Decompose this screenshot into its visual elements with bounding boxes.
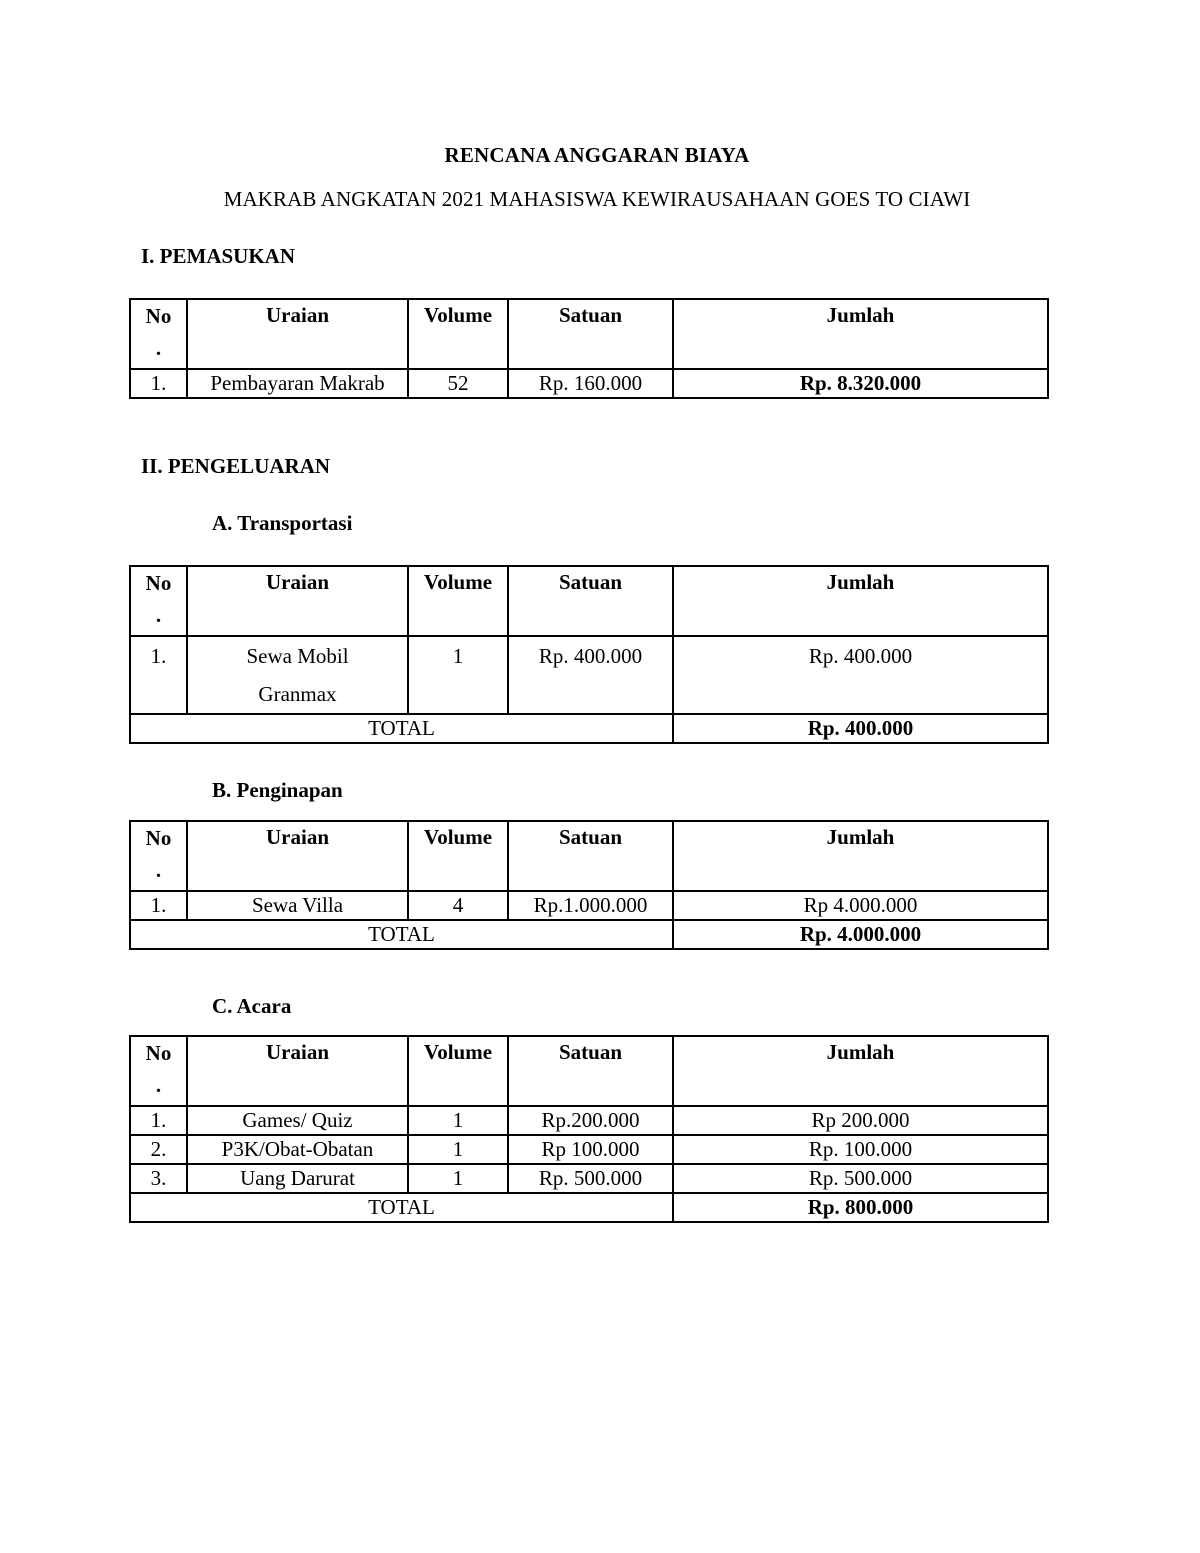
cell-no: 1. xyxy=(130,369,187,398)
table-row xyxy=(130,1164,1048,1193)
column-header-volume: Volume xyxy=(408,1036,508,1106)
column-header-volume: Volume xyxy=(408,299,508,369)
column-header-no: No . xyxy=(130,821,187,891)
column-header-jumlah: Jumlah xyxy=(673,566,1048,636)
column-header-satuan: Satuan xyxy=(508,1036,673,1106)
cell-volume: 52 xyxy=(408,369,508,398)
cell-no: 1. xyxy=(130,891,187,920)
column-header-volume: Volume xyxy=(408,821,508,891)
document-title: RENCANA ANGGARAN BIAYA xyxy=(444,143,750,167)
cell-satuan: Rp.200.000 xyxy=(508,1106,673,1135)
column-header-satuan: Satuan xyxy=(508,566,673,636)
cell-uraian: Games/ Quiz xyxy=(187,1106,408,1135)
column-header-jumlah: Jumlah xyxy=(673,1036,1048,1106)
subsection-heading-penginapan: B. Penginapan xyxy=(212,778,343,802)
pemasukan-table xyxy=(129,298,1049,399)
cell-satuan: Rp.1.000.000 xyxy=(508,891,673,920)
table-row xyxy=(130,1135,1048,1164)
cell-satuan: Rp. 160.000 xyxy=(508,369,673,398)
total-row xyxy=(130,714,1048,743)
column-header-uraian: Uraian xyxy=(187,821,408,891)
column-header-satuan: Satuan xyxy=(508,821,673,891)
subsection-heading-acara: C. Acara xyxy=(212,994,292,1018)
cell-no: 2. xyxy=(130,1135,187,1164)
total-row xyxy=(130,920,1048,949)
cell-jumlah: Rp 4.000.000 xyxy=(673,891,1048,920)
document-subtitle: MAKRAB ANGKATAN 2021 MAHASISWA KEWIRAUSAHAAN GOES TO CIAWI xyxy=(223,187,971,211)
cell-jumlah: Rp. 500.000 xyxy=(673,1164,1048,1193)
section-heading-pemasukan: I. PEMASUKAN xyxy=(141,244,296,268)
cell-no: 1. xyxy=(130,636,187,714)
table-row xyxy=(130,369,1048,398)
total-value: Rp. 800.000 xyxy=(673,1193,1048,1222)
cell-uraian: Uang Darurat xyxy=(187,1164,408,1193)
cell-jumlah: Rp. 400.000 xyxy=(673,636,1048,714)
cell-volume: 1 xyxy=(408,1164,508,1193)
column-header-no: No . xyxy=(130,1036,187,1106)
column-header-volume: Volume xyxy=(408,566,508,636)
cell-satuan: Rp 100.000 xyxy=(508,1135,673,1164)
total-value: Rp. 400.000 xyxy=(673,714,1048,743)
cell-uraian: Pembayaran Makrab xyxy=(187,369,408,398)
total-value: Rp. 4.000.000 xyxy=(673,920,1048,949)
table-row xyxy=(130,1106,1048,1135)
cell-uraian: P3K/Obat-Obatan xyxy=(187,1135,408,1164)
cell-satuan: Rp. 400.000 xyxy=(508,636,673,714)
column-header-no: No . xyxy=(130,299,187,369)
column-header-no: No . xyxy=(130,566,187,636)
cell-uraian: Sewa Mobil Granmax xyxy=(187,636,408,714)
cell-no: 3. xyxy=(130,1164,187,1193)
total-label: TOTAL xyxy=(130,714,673,743)
column-header-uraian: Uraian xyxy=(187,299,408,369)
penginapan-table xyxy=(129,820,1049,950)
column-header-jumlah: Jumlah xyxy=(673,821,1048,891)
transportasi-table xyxy=(129,565,1049,744)
table-header-row xyxy=(130,1036,1048,1106)
total-label: TOTAL xyxy=(130,920,673,949)
table-header-row xyxy=(130,821,1048,891)
cell-uraian: Sewa Villa xyxy=(187,891,408,920)
cell-jumlah: Rp 200.000 xyxy=(673,1106,1048,1135)
total-label: TOTAL xyxy=(130,1193,673,1222)
cell-satuan: Rp. 500.000 xyxy=(508,1164,673,1193)
cell-no: 1. xyxy=(130,1106,187,1135)
table-header-row xyxy=(130,566,1048,636)
cell-volume: 4 xyxy=(408,891,508,920)
column-header-jumlah: Jumlah xyxy=(673,299,1048,369)
cell-jumlah: Rp. 100.000 xyxy=(673,1135,1048,1164)
subsection-heading-transportasi: A. Transportasi xyxy=(212,511,353,535)
column-header-satuan: Satuan xyxy=(508,299,673,369)
section-heading-pengeluaran: II. PENGELUARAN xyxy=(141,454,331,478)
total-row xyxy=(130,1193,1048,1222)
column-header-uraian: Uraian xyxy=(187,1036,408,1106)
table-row xyxy=(130,636,1048,714)
table-row xyxy=(130,891,1048,920)
cell-jumlah: Rp. 8.320.000 xyxy=(673,369,1048,398)
column-header-uraian: Uraian xyxy=(187,566,408,636)
cell-volume: 1 xyxy=(408,1135,508,1164)
cell-volume: 1 xyxy=(408,1106,508,1135)
cell-volume: 1 xyxy=(408,636,508,714)
table-header-row xyxy=(130,299,1048,369)
acara-table xyxy=(129,1035,1049,1223)
